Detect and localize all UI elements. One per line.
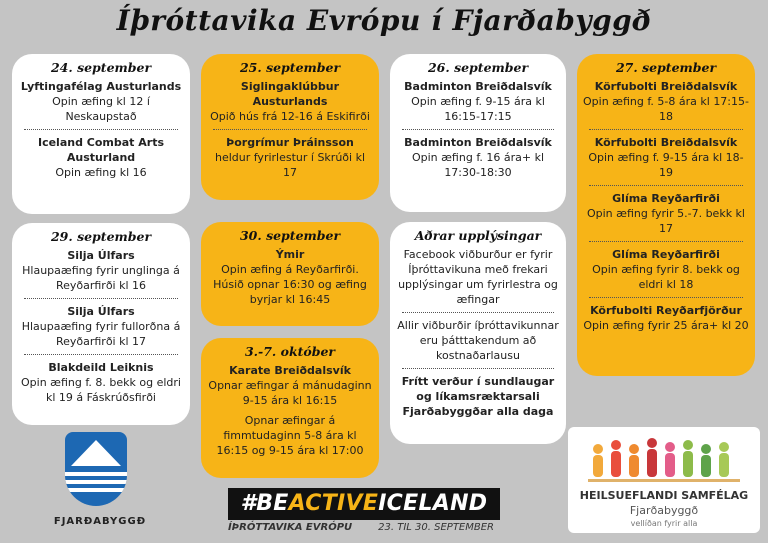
- event-item: [18, 248, 184, 293]
- card-29-september: [12, 223, 190, 425]
- event-title: Glíma Reyðarfirði: [612, 192, 720, 205]
- card-30-september: [201, 222, 379, 326]
- event-title: Þorgrímur Þráinsson: [226, 136, 354, 149]
- card-24-september: [12, 54, 190, 214]
- event-text: Opin æfing á Reyðarfirði. Húsið opnar 16:30 og æfing byrjar kl 16:45: [213, 263, 367, 306]
- event-item: [18, 304, 184, 349]
- event-title: Siglingaklúbbur Austurlands: [240, 80, 340, 108]
- event-title: Körfubolti Breiðdalsvík: [594, 136, 738, 149]
- event-text: Opin æfing f. 16 ára+ kl 17:30-18:30: [411, 151, 545, 179]
- event-item: [207, 79, 373, 124]
- page-title: Íþróttavika Evrópu í Fjarðabyggð: [116, 4, 652, 37]
- event-item: [583, 303, 749, 333]
- divider: [213, 129, 367, 130]
- event-item: [18, 79, 184, 124]
- event-item: [583, 247, 749, 292]
- event-title: Karate Breiðdalsvík: [229, 364, 351, 377]
- card-date: 27. september: [615, 60, 717, 75]
- event-item: [207, 247, 373, 307]
- divider: [402, 368, 554, 369]
- shield-icon: [65, 432, 127, 506]
- divider: [589, 185, 743, 186]
- event-title: Badminton Breiðdalsvík: [404, 80, 552, 93]
- card-date: 29. september: [50, 229, 152, 244]
- logo-line-2: Fjarðabyggð: [629, 504, 699, 517]
- event-title: Glíma Reyðarfirði: [612, 248, 720, 261]
- event-text: Hlaupaæfing fyrir unglinga á Reyðarfirði kl 16: [22, 264, 180, 292]
- event-text: Opnar æfingar á fimmtudaginn 5-8 ára kl 16:15 og 9-15 ára kl 17:00: [216, 414, 364, 457]
- divider: [24, 129, 178, 130]
- event-item: [396, 374, 560, 419]
- card-date: 26. september: [427, 60, 529, 75]
- logo-line-1: HEILSUEFLANDI SAMFÉLAG: [579, 489, 749, 502]
- event-text: Opnar æfingar á mánudaginn 9-15 ára kl 16:15: [208, 379, 372, 407]
- card-date: 30. september: [239, 228, 341, 243]
- event-text: Opin æfing f. 9-15 ára kl 16:15-17:15: [411, 95, 545, 123]
- divider: [589, 297, 743, 298]
- event-title: Iceland Combat Arts Austurland: [37, 136, 165, 164]
- event-text: Opin æfing f. 8. bekk og eldri kl 19 á Fáskrúðsfirði: [21, 376, 181, 404]
- divider: [24, 354, 178, 355]
- banner-sub-dates: 23. TIL 30. SEPTEMBER: [378, 522, 495, 533]
- event-item: [583, 135, 749, 180]
- mountain-icon: [71, 440, 121, 466]
- people-figures-icon: [588, 435, 740, 485]
- event-item: [207, 363, 373, 408]
- wave-line: [65, 480, 127, 484]
- card-25-september: [201, 54, 379, 200]
- event-text: Hlaupaæfing fyrir fullorðna á Reyðarfirði kl 17: [21, 320, 181, 348]
- card-adrar-upplysingar: [390, 222, 566, 444]
- banner-text-post: ICELAND: [378, 491, 488, 516]
- event-item: [207, 135, 373, 180]
- info-bold-text: Frítt verður í sundlaugar og líkamsræktarsali Fjarðabyggðar alla daga: [401, 375, 555, 418]
- event-title: Badminton Breiðdalsvík: [404, 136, 552, 149]
- event-title: Körfubolti Reyðarfjörður: [590, 304, 742, 317]
- info-text: Allir viðburðir íþróttavikunnar eru þátttakendum að kostnaðarlausu: [397, 319, 559, 362]
- event-item: [396, 318, 560, 363]
- card-date: 25. september: [239, 60, 341, 75]
- event-title: Ýmir: [275, 248, 305, 261]
- event-item: [18, 135, 184, 180]
- event-text: Opin æfing fyrir 25 ára+ kl 20: [583, 319, 749, 332]
- event-title: Blakdeild Leiknis: [48, 361, 154, 374]
- event-item: [396, 79, 560, 124]
- banner-text-pre: #BE: [240, 491, 289, 516]
- card-date: Aðrar upplýsingar: [414, 228, 542, 243]
- event-item: [207, 413, 373, 458]
- heilsueflandi-logo: [568, 427, 760, 533]
- card-27-september: [577, 54, 755, 376]
- divider: [589, 241, 743, 242]
- card-3-7-oktober: [201, 338, 379, 478]
- event-text: Opin æfing kl 16: [55, 166, 147, 179]
- logo-line-3: vellíðan fyrir alla: [630, 519, 698, 528]
- event-title: Körfubolti Breiðdalsvík: [594, 80, 738, 93]
- banner-subtitle: [228, 522, 528, 533]
- event-title: Silja Úlfars: [67, 249, 135, 262]
- wave-line: [65, 488, 127, 492]
- divider: [589, 129, 743, 130]
- divider: [402, 312, 554, 313]
- event-text: Opin æfing kl 12 í Neskaupstað: [52, 95, 150, 123]
- event-text: Opin æfing f. 5-8 ára kl 17:15-18: [583, 95, 749, 123]
- logo-name: FJARÐABYGGÐ: [53, 516, 147, 527]
- beactive-banner: [228, 488, 500, 520]
- divider: [402, 129, 554, 130]
- card-date: 24. september: [50, 60, 152, 75]
- event-text: Opin æfing fyrir 8. bekk og eldri kl 18: [592, 263, 740, 291]
- event-item: [396, 135, 560, 180]
- info-text: Facebook viðburður er fyrir Íþróttavikuna með frekari upplýsingar um fyrirlestra og æfingar: [398, 248, 558, 306]
- event-text: Opið hús frá 12-16 á Eskifirði: [210, 110, 370, 123]
- event-item: [396, 247, 560, 307]
- event-text: Opin æfing fyrir 5.-7. bekk kl 17: [586, 207, 745, 235]
- banner-text-active: ACTIVE: [288, 491, 379, 516]
- banner-sub-event: ÍÞRÓTTAVIKA EVRÓPU: [228, 522, 353, 533]
- card-26-september: [390, 54, 566, 212]
- event-title: Silja Úlfars: [67, 305, 135, 318]
- event-title: Lyftingafélag Austurlands: [20, 80, 182, 93]
- wave-line: [65, 472, 127, 476]
- event-item: [18, 360, 184, 405]
- event-text: Opin æfing f. 9-15 ára kl 18-19: [588, 151, 744, 179]
- event-item: [583, 79, 749, 124]
- event-item: [583, 191, 749, 236]
- event-text: heldur fyrirlestur í Skrúði kl 17: [214, 151, 366, 179]
- fjardabyggd-logo: [50, 432, 150, 540]
- divider: [24, 298, 178, 299]
- card-date: 3.-7. október: [244, 344, 336, 359]
